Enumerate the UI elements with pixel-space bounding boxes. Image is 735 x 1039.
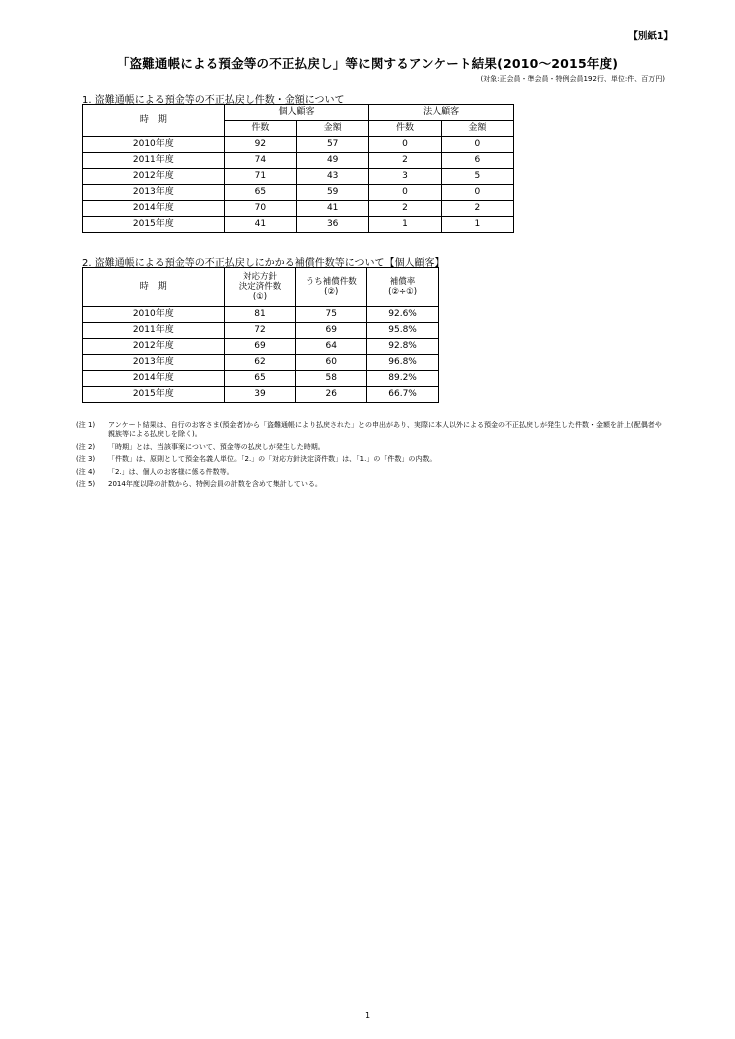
corporate-amount-cell: 1: [441, 217, 513, 233]
corner-label: 【別紙1】: [628, 31, 673, 42]
note-number: (注 5): [76, 480, 96, 489]
rate-header-line1: 補償率: [389, 276, 416, 287]
decided-count-cell: 72: [224, 323, 296, 339]
subject-note: (対象:正会員・準会員・特例会員192行、単位:件、百万円): [480, 75, 665, 83]
corporate-amount-cell: 6: [441, 153, 513, 169]
individual-count-cell: 41: [224, 217, 296, 233]
individual-count-header: 件数: [224, 121, 296, 137]
year-cell: 2014年度: [83, 371, 225, 387]
compensated-count-cell: 60: [296, 355, 367, 371]
corporate-count-cell: 2: [369, 201, 441, 217]
corporate-amount-cell: 0: [441, 137, 513, 153]
year-cell: 2012年度: [83, 169, 225, 185]
decided-count-cell: 69: [224, 339, 296, 355]
table-row: [83, 217, 514, 233]
compensated-count-header: [296, 268, 367, 307]
corporate-amount-cell: 2: [441, 201, 513, 217]
note-item: [76, 455, 666, 464]
note-text: 「時期」とは、当該事案について、預金等の払戻しが発生した時期。: [108, 442, 325, 451]
compensated-header-line2: (②): [324, 287, 339, 297]
table-row: [83, 339, 439, 355]
year-cell: 2011年度: [83, 153, 225, 169]
compensated-count-cell: 64: [296, 339, 367, 355]
decided-header-line1: 対応方針: [242, 271, 277, 282]
table-row: [83, 137, 514, 153]
period-header: 時 期: [83, 105, 225, 137]
compensation-rate-cell: 66.7%: [367, 387, 439, 403]
year-cell: 2013年度: [83, 185, 225, 201]
table-row: [83, 169, 514, 185]
compensation-table: [82, 267, 439, 403]
note-number: (注 4): [76, 467, 96, 476]
note-number: (注 1): [76, 421, 96, 429]
corporate-amount-cell: 5: [441, 169, 513, 185]
compensation-rate-cell: 96.8%: [367, 355, 439, 371]
section1-heading: 1. 盗難通帳による預金等の不正払戻し件数・金額について: [82, 95, 345, 106]
year-cell: 2014年度: [83, 201, 225, 217]
compensation-rate-cell: 92.8%: [367, 339, 439, 355]
table-row: [83, 153, 514, 169]
decided-header-line2: 決定済件数: [238, 281, 282, 292]
individual-count-cell: 71: [224, 169, 296, 185]
individual-amount-cell: 49: [297, 153, 369, 169]
fraud-withdrawal-table: [82, 104, 514, 233]
year-cell: 2010年度: [83, 307, 225, 323]
corporate-count-cell: 0: [369, 185, 441, 201]
corporate-amount-cell: 0: [441, 185, 513, 201]
year-cell: 2012年度: [83, 339, 225, 355]
corporate-amount-header: 金額: [441, 121, 513, 137]
table-row: [83, 307, 439, 323]
notes-list: [76, 421, 666, 493]
table-row: [83, 201, 514, 217]
compensated-count-cell: 26: [296, 387, 367, 403]
compensated-count-cell: 69: [296, 323, 367, 339]
corporate-count-cell: 3: [369, 169, 441, 185]
compensated-header-line1: うち補償件数: [305, 276, 357, 287]
table-row: [83, 185, 514, 201]
table-row: [83, 355, 439, 371]
corporate-customer-header: 法人顧客: [369, 105, 514, 121]
year-cell: 2015年度: [83, 217, 225, 233]
year-cell: 2015年度: [83, 387, 225, 403]
page-number: 1: [364, 1011, 371, 1020]
individual-amount-header: 金額: [297, 121, 369, 137]
note-text: 2014年度以降の計数から、特例会員の計数を含めて集計している。: [108, 480, 322, 489]
decided-header-line3: (①): [252, 292, 268, 303]
table-row: [83, 387, 439, 403]
year-cell: 2013年度: [83, 355, 225, 371]
note-text: 「件数」は、原則として預金名義人単位。「2.」の「対応方針決定済件数」は、「1.」の「件数」の内数。: [108, 455, 437, 464]
decided-count-header: [224, 268, 296, 307]
section2-heading: 2. 盗難通帳による預金等の不正払戻しにかかる補償件数等について【個人顧客】: [82, 258, 445, 269]
period-header: 時 期: [83, 268, 225, 307]
individual-amount-cell: 41: [297, 201, 369, 217]
year-cell: 2010年度: [83, 137, 225, 153]
compensated-count-cell: 58: [296, 371, 367, 387]
compensation-rate-cell: 92.6%: [367, 307, 439, 323]
compensated-count-cell: 75: [296, 307, 367, 323]
note-text: アンケート結果は、自行のお客さま(預金者)から「盗難通帳により払戻された」との申出があり、実際に本人以外による預金の不正払戻しが発生した件数・金額を計上(配偶者や親族等による払戻しを除く)。: [108, 421, 662, 439]
decided-count-cell: 81: [224, 307, 296, 323]
rate-header-line2: (②÷①): [388, 287, 418, 297]
individual-count-cell: 70: [224, 201, 296, 217]
compensation-rate-cell: 95.8%: [367, 323, 439, 339]
compensation-rate-header: [367, 268, 439, 307]
document-title: 「盗難通帳による預金等の不正払戻し」等に関するアンケート結果(2010〜2015年度): [116, 56, 619, 71]
corporate-count-cell: 1: [369, 217, 441, 233]
decided-count-cell: 39: [224, 387, 296, 403]
individual-customer-header: 個人顧客: [224, 105, 369, 121]
note-item: [76, 468, 666, 477]
note-item: [76, 421, 666, 440]
note-number: (注 3): [76, 455, 96, 464]
individual-amount-cell: 43: [297, 169, 369, 185]
decided-count-cell: 65: [224, 371, 296, 387]
table-row: [83, 371, 439, 387]
note-number: (注 2): [76, 442, 96, 451]
individual-count-cell: 74: [224, 153, 296, 169]
corporate-count-cell: 2: [369, 153, 441, 169]
table-row: [83, 323, 439, 339]
individual-count-cell: 65: [224, 185, 296, 201]
individual-count-cell: 92: [224, 137, 296, 153]
corporate-count-header: 件数: [369, 121, 441, 137]
decided-count-cell: 62: [224, 355, 296, 371]
compensation-rate-cell: 89.2%: [367, 371, 439, 387]
individual-amount-cell: 59: [297, 185, 369, 201]
note-text: 「2.」は、個人のお客様に係る件数等。: [108, 467, 234, 476]
individual-amount-cell: 36: [297, 217, 369, 233]
note-item: [76, 443, 666, 452]
corporate-count-cell: 0: [369, 137, 441, 153]
note-item: [76, 480, 666, 489]
year-cell: 2011年度: [83, 323, 225, 339]
individual-amount-cell: 57: [297, 137, 369, 153]
